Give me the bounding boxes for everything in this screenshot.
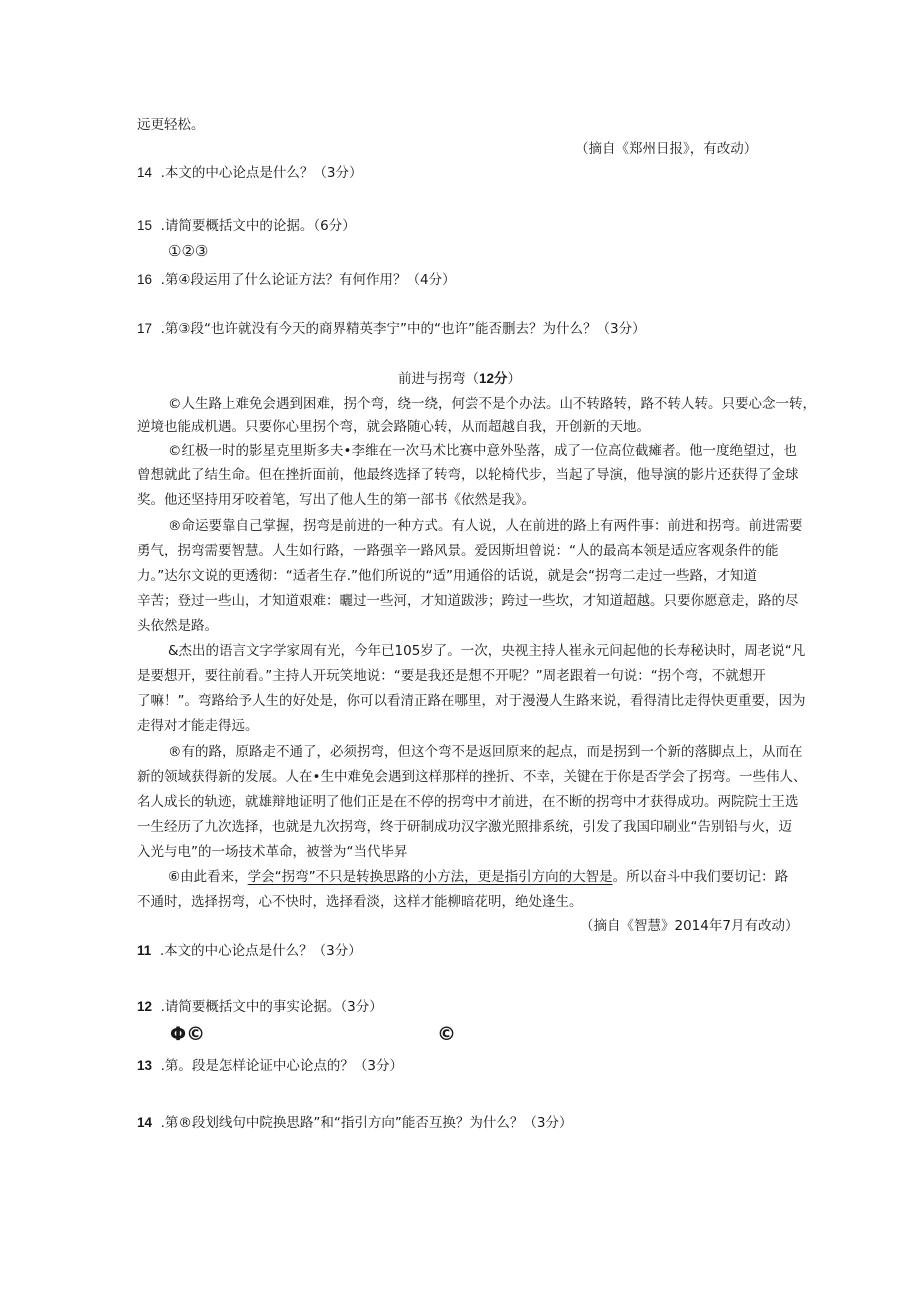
question-17 [137,322,646,337]
question-12 [137,1000,383,1015]
article-line: 走得对才能走得远。 [137,718,259,734]
question-11 [137,944,362,959]
title-score: 12分 [479,371,508,386]
article-line: ®有的路，原路走不通了，必须拐弯，但这个弯不是返回原来的起点，而是拐到一个新的落脚点上，从而在 [168,744,803,760]
question-14 [137,166,363,181]
article-line-last-para: ⑥由此看来，学会“拐弯”不只是转换思路的小方法，更是指引方向的大智是。所以奋斗中我们要切记：路 [168,869,789,885]
question-text: .第③段“也许就没有今天的商界精英李宁”中的“也许”能否删去？为什么？（3分） [160,321,646,337]
question-text: .本文的中心论点是什么？（3分） [159,943,362,959]
article-line: &杰出的语言文字学家周有光，今年已105岁了。一次，央视主持人崔永元问起他的长寿秘诀时，周老说“凡 [168,643,806,659]
article-line: 辛苦；登过一些山，才知道艰难：曬过一些河，才知道跋涉；跨过一些坎，才知道超越。只要你愿意走，路的尽 [137,593,799,609]
question-16 [137,273,456,288]
article-line: ©人生路上难免会遇到困难，拐个弯，绕一绕，何尝不是个办法。山不转路转，路不转人转。只要心念一转， [168,396,816,412]
question-number: 17 [137,321,153,336]
article-title: 前进与拐弯（12分） [398,371,522,387]
article-line: 力。”达尔文说的更透彻：“适者生存.”他们所说的“适”用通俗的话说，就是会“拐弯二走过一些路，才知道 [137,568,758,584]
source-citation-top: （摘自《郑州日报》，有改动） [575,141,758,157]
answer-markers-12-left: Φ© [170,1023,206,1045]
article-line: 勇气，拐弯需要智慧。人生如行路，一路强辛一路风景。爱因斯坦曾说：“人的最高本领是适应客观条件的能 [137,543,779,559]
question-number: 14 [137,1115,153,1130]
question-number: 12 [137,999,153,1014]
article-line: 名人成长的轨迹，就雄辩地证明了他们正是在不停的拐弯中才前进，在不断的拐弯中才获得成功。两院院士王选 [137,794,799,810]
continuation-line: 远更轻松。 [137,117,205,133]
article-line: 了嘛！”。弯路给予人生的好处是，你可以看清正路在哪里，对于漫漫人生路来说，看得清比走得快更重要，因为 [137,693,806,709]
answer-markers-12-right: © [437,1023,456,1045]
question-14-bottom [137,1116,573,1131]
article-line: ©红极一时的影星克里斯多夫•李维在一次马术比赛中意外坠落，成了一位高位截瘫者。他一度绝望过，也 [168,443,797,459]
question-number: 16 [137,272,153,287]
question-text: .第④段运用了什么论证方法？有何作用？（4分） [160,272,456,288]
question-13 [137,1059,403,1074]
article-line: 一生经历了九次选择，也就是九次拐弯，终于研制成功汉字激光照排系统，引发了我国印刷业“告别铅与火，迈 [137,819,792,835]
question-number: 15 [137,218,153,233]
article-line: 逆境也能成机遇。只要你心里拐个弯，就会路随心转，从而超越自我，开创新的天地。 [137,419,650,435]
question-text: .第®段划线句中院换思路”和“指引方向”能否互换？为什么？（3分） [160,1115,573,1131]
question-text: .请简要概括文中的事实论据。（3分） [160,999,383,1015]
article-line: 是要想开，要往前看。”主持人开玩笑地说：“要是我还是想不开呢？”周老跟着一句说：“拐个弯，不就想开 [137,668,766,684]
question-number: 14 [137,165,153,180]
article-line: 不通时，选择拐弯，心不快时，选择看淡，这样才能柳暗花明，绝处逢生。 [137,894,583,910]
article-line: 头依然是路。 [137,618,218,634]
underlined-sentence: 学会“拐弯”不只是转换思路的小方法，更是指引方向的大智是 [247,869,613,885]
question-text: .请简要概括文中的论据。（6分） [160,218,356,234]
article-line: ®命运要靠自己掌握，拐弯是前进的一种方式。有人说，人在前进的路上有两件事：前进和拐弯。前进需要 [168,518,803,534]
article-line: 新的领域获得新的发展。人在•生中难免会遇到这样那样的挫折、不幸，关键在于你是否学会了拐弯。一些伟人、 [137,769,807,785]
article-line: 奖。他还坚持用牙咬着笔，写出了他人生的第一部书《依然是我》。 [137,492,536,508]
question-number: 13 [137,1058,153,1073]
question-text: .第。段是怎样论证中心论点的？（3分） [160,1058,404,1074]
question-15 [137,219,356,234]
article-line: 曾想就此了结生命。但在挫折面前，他最终选择了转弯，以轮椅代步，当起了导演，他导演的影片还获得了金球 [137,467,799,483]
answer-markers-15: ①②③ [168,242,209,260]
source-citation-article: （摘自《智慧》2014年7月有改动） [580,918,799,934]
question-text: .本文的中心论点是什么？（3分） [160,165,363,181]
article-line: 入光与电”的一场技术革命，被誉为“当代毕昇 [137,844,408,860]
question-number: 11 [137,943,152,958]
